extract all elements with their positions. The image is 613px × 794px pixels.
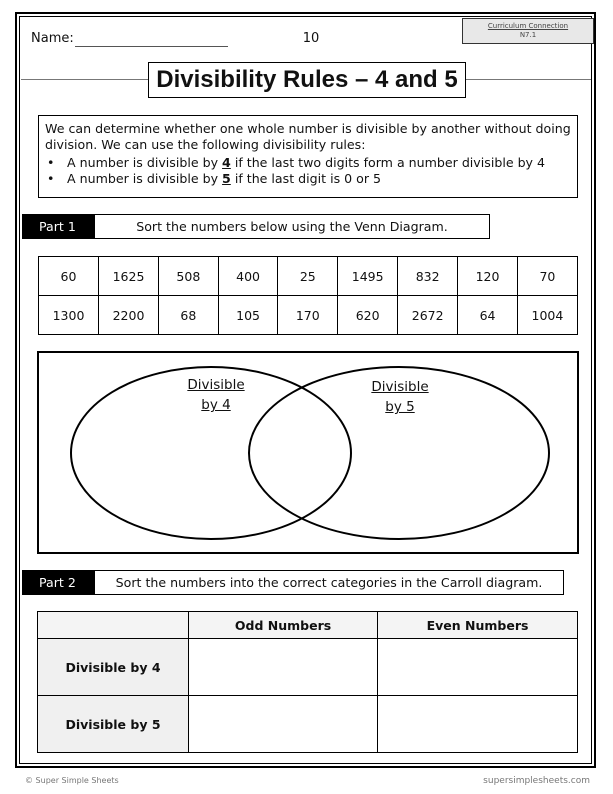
name-input-line[interactable] [75,46,228,47]
carroll-header-odd: Odd Numbers [189,612,378,639]
number-cell: 60 [39,257,99,296]
number-cell: 508 [159,257,219,296]
footer-site-link[interactable]: supersimplesheets.com [483,776,590,786]
number-cell: 70 [517,257,577,296]
table-row [38,696,578,753]
number-cell: 1495 [338,257,398,296]
part2-instruction: Sort the numbers into the correct categories in the Carroll diagram. [94,570,564,595]
name-label: Name: [31,31,74,46]
carroll-header-even: Even Numbers [378,612,578,639]
number-cell: 2200 [99,296,159,335]
number-cell: 64 [458,296,518,335]
number-cell: 400 [218,257,278,296]
number-cell: 1300 [39,296,99,335]
number-cell: 25 [278,257,338,296]
carroll-cell-by4-odd[interactable] [189,639,378,696]
carroll-diagram [37,611,578,753]
number-cell: 170 [278,296,338,335]
part1-instruction: Sort the numbers below using the Venn Diagram. [94,214,490,239]
venn-circles [39,353,577,552]
page-title: Divisibility Rules – 4 and 5 [148,62,466,98]
number-cell: 1625 [99,257,159,296]
table-row [38,612,578,639]
curriculum-connection-box [462,18,594,44]
number-cell: 832 [398,257,458,296]
score-value: 10 [302,31,320,46]
curriculum-connection-title: Curriculum Connection [487,22,569,30]
number-cell: 105 [218,296,278,335]
number-cell: 2672 [398,296,458,335]
carroll-row-by-4: Divisible by 4 [38,639,189,696]
number-cell: 1004 [517,296,577,335]
part1-tag: Part 1 [22,214,94,239]
part1-header [22,214,492,239]
rule-number-4: 4 [222,155,231,170]
number-cell: 620 [338,296,398,335]
intro-paragraph: We can determine whether one whole number is divisible by another without doing division. We can use the following divisibility rules: [45,121,571,152]
rule-number-5: 5 [222,170,231,186]
rules-list [45,155,571,186]
carroll-cell-by5-odd[interactable] [189,696,378,753]
venn-diagram [37,351,579,554]
part2-header [22,570,567,595]
part2-tag: Part 2 [22,570,94,595]
curriculum-code: N7.1 [519,31,537,39]
number-cell: 68 [159,296,219,335]
rule-item-4: • A number is divisible by 4 if the last two digits form a number divisible by 4 [67,155,571,171]
carroll-corner [38,612,189,639]
table-row [38,639,578,696]
table-row [39,296,578,335]
number-cell: 120 [458,257,518,296]
carroll-cell-by4-even[interactable] [378,639,578,696]
table-row [39,257,578,296]
numbers-table [38,256,578,335]
carroll-cell-by5-even[interactable] [378,696,578,753]
venn-label-by-5: Divisible by 5 [371,379,429,415]
carroll-row-by-5: Divisible by 5 [38,696,189,753]
rule-item-5: • A number is divisible by 5 if the last digit is 0 or 5 [67,171,571,187]
venn-label-by-4: Divisible by 4 [187,377,245,413]
footer-copyright: © Super Simple Sheets [25,776,119,785]
intro-box [38,115,578,198]
